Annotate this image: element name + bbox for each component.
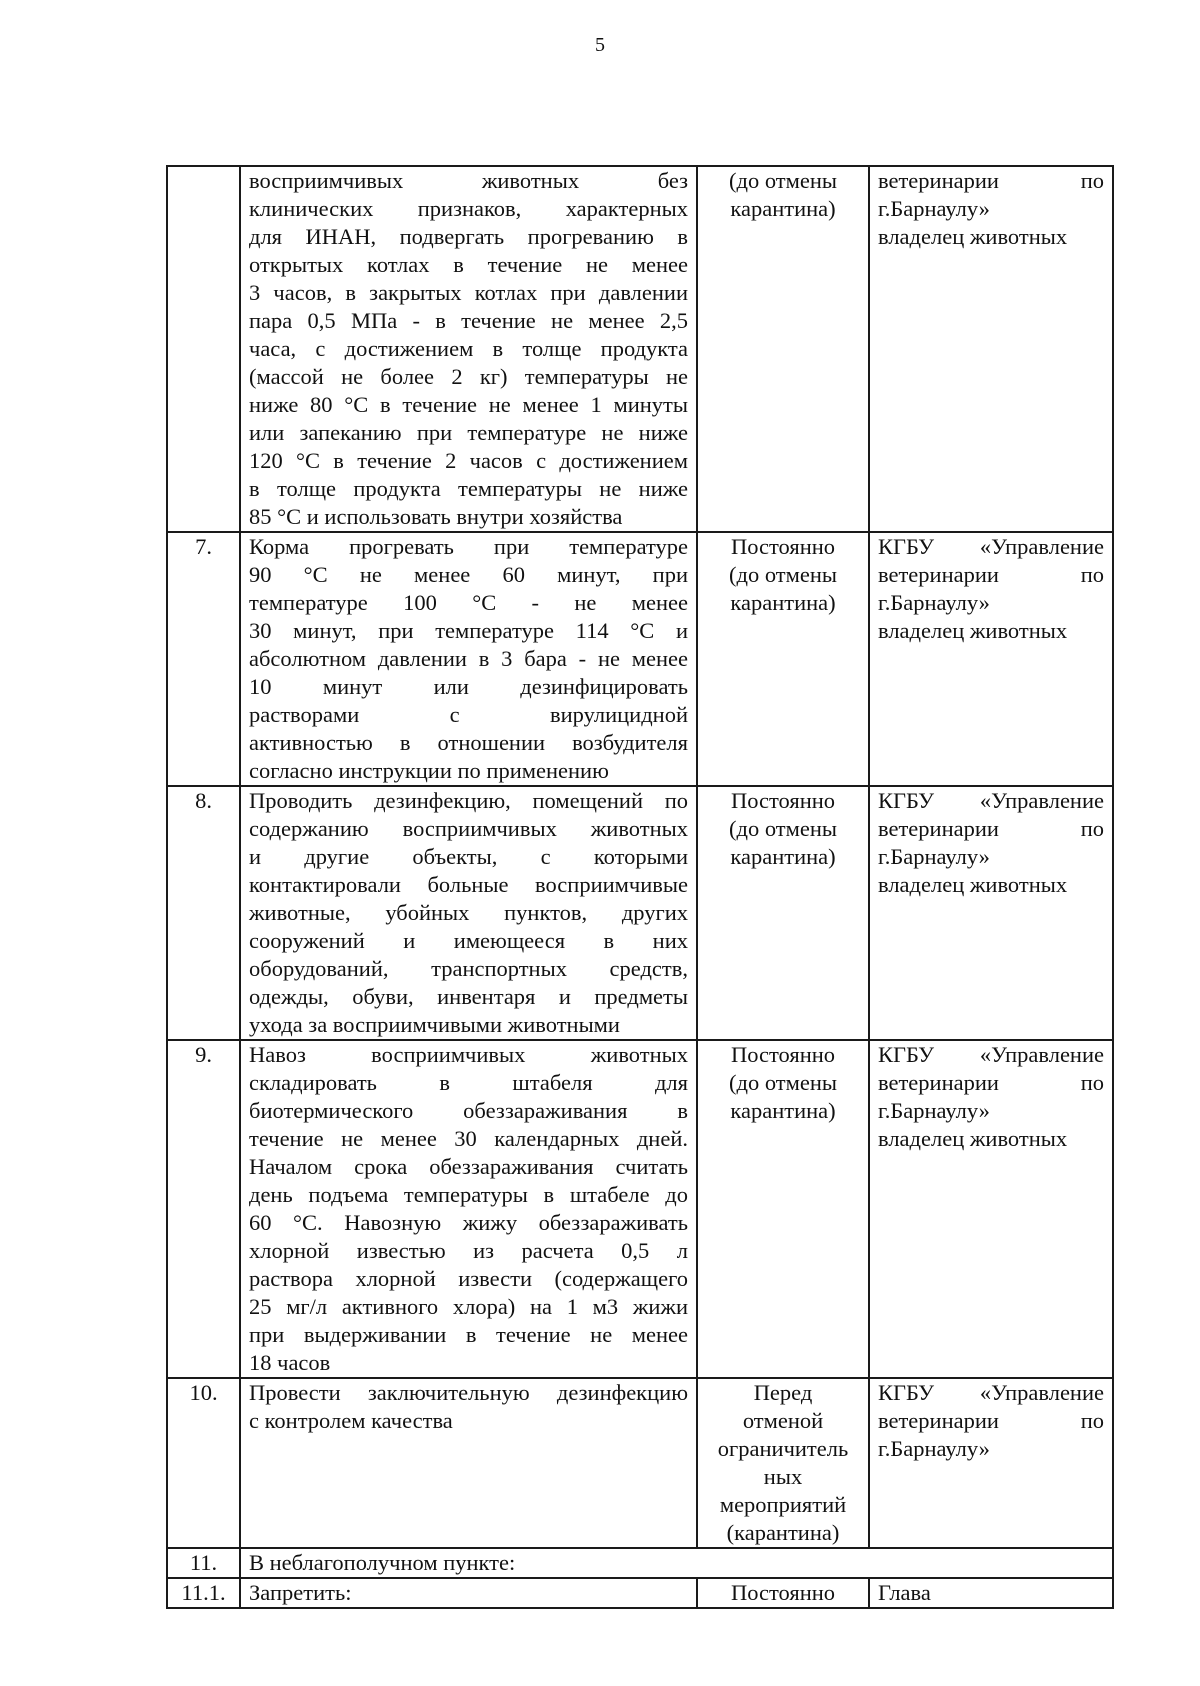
measure-term	[697, 1378, 869, 1548]
measure-term-line: карантина)	[730, 196, 836, 221]
table-row-11-1	[167, 1578, 1113, 1608]
measure-responsible-line: ветеринарии по	[878, 816, 1104, 841]
row-number: 10.	[167, 1378, 240, 1548]
measure-responsible-line: г.Барнаулу»	[878, 844, 990, 869]
measure-text: Запретить:	[240, 1578, 697, 1608]
measure-text-line: и другие объекты, с которыми	[249, 844, 688, 869]
measure-text-line: с контролем качества	[249, 1408, 453, 1433]
measure-text	[240, 786, 697, 1040]
measure-text-line: раствора хлорной извести (содержащего	[249, 1266, 688, 1291]
measure-responsible-line: КГБУ «Управление	[878, 1380, 1104, 1405]
measure-term-line: Постоянно	[730, 534, 836, 559]
measure-term	[697, 1040, 869, 1378]
measure-text-line: 30 минут, при температуре 114 °С и	[249, 618, 688, 643]
measure-text-line: 25 мг/л активного хлора) на 1 м3 жижи	[249, 1294, 688, 1319]
measure-term: Постоянно	[697, 1578, 869, 1608]
table-row	[167, 1040, 1113, 1378]
measure-text	[240, 166, 697, 532]
measure-text-line: ниже 80 °С в течение не менее 1 минуты	[249, 392, 688, 417]
measure-responsible-line: ветеринарии по	[878, 1070, 1104, 1095]
measure-text: В неблагополучном пункте:	[240, 1548, 1113, 1578]
measure-text-line: Проводить дезинфекцию, помещений по	[249, 788, 688, 813]
row-number: 11.1.	[167, 1578, 240, 1608]
measure-text-line: сооружений и имеющееся в них	[249, 928, 688, 953]
measure-term	[697, 166, 869, 532]
row-number: 7.	[167, 532, 240, 786]
measure-term-line: Постоянно	[730, 1042, 836, 1067]
measure-text-line: 120 °С в течение 2 часов с достижением	[249, 448, 688, 473]
measure-text-line: Навоз восприимчивых животных	[249, 1042, 688, 1067]
page-number: 5	[595, 34, 605, 56]
measure-term-line: (карантина)	[726, 1520, 840, 1545]
measures-table	[166, 165, 1114, 1609]
measure-text-line: содержанию восприимчивых животных	[249, 816, 688, 841]
measure-responsible-line: ветеринарии по	[878, 1408, 1104, 1433]
measure-text-line: для ИНАН, подвергать прогреванию в	[249, 224, 688, 249]
measure-text-line: 10 минут или дезинфицировать	[249, 674, 688, 699]
measures-table-footer	[167, 1548, 1113, 1608]
measure-text-line: одежды, обуви, инвентаря и предметы	[249, 984, 688, 1009]
measure-responsible-line: ветеринарии по	[878, 168, 1104, 193]
measure-text-line: биотермического обеззараживания в	[249, 1098, 688, 1123]
measure-term-line: (до отмены	[729, 168, 837, 193]
measure-responsible-line: г.Барнаулу»	[878, 590, 990, 615]
measure-term-line: (до отмены	[729, 816, 837, 841]
measure-responsible-line: владелец животных	[878, 1126, 1068, 1151]
table-row	[167, 166, 1113, 532]
measure-responsible-line: КГБУ «Управление	[878, 788, 1104, 813]
row-number	[167, 166, 240, 532]
measure-responsible-line: КГБУ «Управление	[878, 534, 1104, 559]
measure-text-line: (массой не более 2 кг) температуры не	[249, 364, 688, 389]
measure-term-line: (до отмены	[729, 1070, 837, 1095]
measure-text-line: Началом срока обеззараживания считать	[249, 1154, 688, 1179]
row-number: 8.	[167, 786, 240, 1040]
measure-responsible: Глава	[869, 1578, 1113, 1608]
measure-responsible	[869, 166, 1113, 532]
measure-text-line: контактировали больные восприимчивые	[249, 872, 688, 897]
measure-text-line: 18 часов	[249, 1350, 331, 1375]
measure-responsible	[869, 786, 1113, 1040]
measure-text-line: открытых котлах в течение не менее	[249, 252, 688, 277]
measure-text-line: температуре 100 °С - не менее	[249, 590, 688, 615]
measure-text-line: согласно инструкции по применению	[249, 758, 609, 783]
row-number: 9.	[167, 1040, 240, 1378]
measure-text-line: при выдерживании в течение не менее	[249, 1322, 688, 1347]
measure-text-line: 3 часов, в закрытых котлах при давлении	[249, 280, 688, 305]
measure-text-line: Провести заключительную дезинфекцию	[249, 1380, 688, 1405]
measure-text-line: часа, с достижением в толще продукта	[249, 336, 688, 361]
measure-responsible-line: г.Барнаулу»	[878, 1436, 990, 1461]
measure-text-line: складировать в штабеля для	[249, 1070, 688, 1095]
measure-text-line: 85 °С и использовать внутри хозяйства	[249, 504, 623, 529]
measure-text-line: течение не менее 30 календарных дней.	[249, 1126, 688, 1151]
table-row	[167, 786, 1113, 1040]
measure-text-line: день подъема температуры в штабеле до	[249, 1182, 688, 1207]
measures-table-body	[167, 166, 1113, 1548]
measure-responsible-line: владелец животных	[878, 872, 1068, 897]
measure-text-line: ухода за восприимчивыми животными	[249, 1012, 620, 1037]
measure-responsible-line: г.Барнаулу»	[878, 1098, 990, 1123]
measure-text-line: хлорной известью из расчета 0,5 л	[249, 1238, 688, 1263]
measure-text-line: 60 °С. Навозную жижу обеззараживать	[249, 1210, 688, 1235]
measure-term	[697, 532, 869, 786]
measure-text	[240, 532, 697, 786]
measure-responsible-line: владелец животных	[878, 224, 1068, 249]
row-number: 11.	[167, 1548, 240, 1578]
measure-text-line: Корма прогревать при температуре	[249, 534, 688, 559]
measure-text-line: активностью в отношении возбудителя	[249, 730, 688, 755]
measure-text-line: животные, убойных пунктов, других	[249, 900, 688, 925]
measure-responsible-line: ветеринарии по	[878, 562, 1104, 587]
measure-text-line: в толще продукта температуры не ниже	[249, 476, 688, 501]
measure-text-line: растворами с вирулицидной	[249, 702, 688, 727]
measure-term-line: (до отмены	[729, 562, 837, 587]
measure-text-line: абсолютном давлении в 3 бара - не менее	[249, 646, 688, 671]
measure-text-line: восприимчивых животных без	[249, 168, 688, 193]
measure-text-line: пара 0,5 МПа - в течение не менее 2,5	[249, 308, 688, 333]
measure-responsible	[869, 1040, 1113, 1378]
table-row	[167, 532, 1113, 786]
measure-term-line: ограничитель	[717, 1436, 849, 1461]
measure-term-line: отменой	[742, 1408, 824, 1433]
measure-term-line: Постоянно	[730, 788, 836, 813]
measure-term	[697, 786, 869, 1040]
measure-responsible	[869, 1378, 1113, 1548]
measure-responsible-line: КГБУ «Управление	[878, 1042, 1104, 1067]
measure-text	[240, 1040, 697, 1378]
measure-text-line: клинических признаков, характерных	[249, 196, 688, 221]
measure-responsible-line: г.Барнаулу»	[878, 196, 990, 221]
measure-term-line: Перед	[753, 1380, 813, 1405]
measure-responsible-line: владелец животных	[878, 618, 1068, 643]
measure-term-line: карантина)	[730, 590, 836, 615]
table-row-11	[167, 1548, 1113, 1578]
measure-term-line: ных	[763, 1464, 803, 1489]
measure-term-line: мероприятий	[719, 1492, 847, 1517]
measure-responsible	[869, 532, 1113, 786]
measure-term-line: карантина)	[730, 844, 836, 869]
measure-text	[240, 1378, 697, 1548]
measure-text-line: или запеканию при температуре не ниже	[249, 420, 688, 445]
measure-text-line: 90 °С не менее 60 минут, при	[249, 562, 688, 587]
table-row	[167, 1378, 1113, 1548]
measure-term-line: карантина)	[730, 1098, 836, 1123]
measure-text-line: оборудований, транспортных средств,	[249, 956, 688, 981]
